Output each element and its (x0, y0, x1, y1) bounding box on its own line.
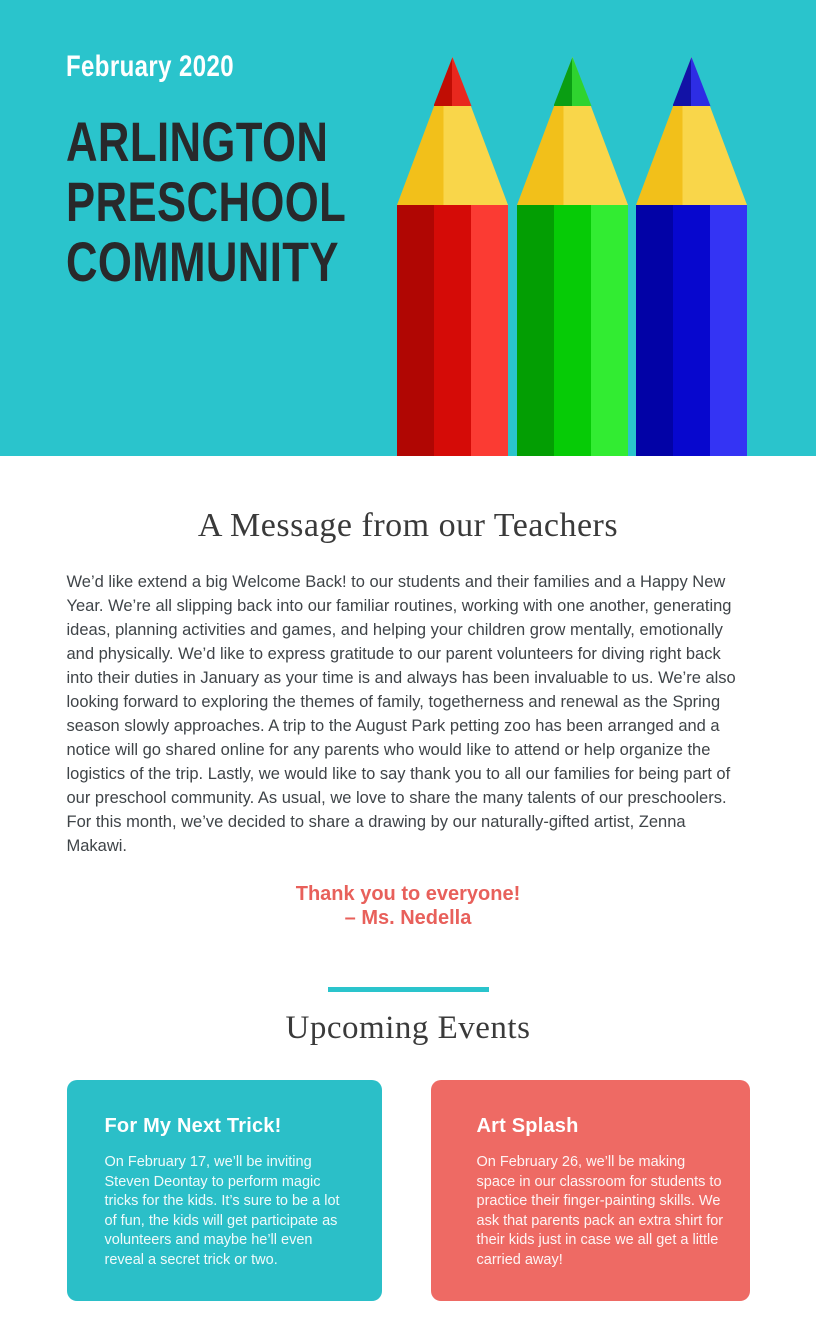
green-pencil-body (517, 205, 628, 456)
signoff (67, 882, 750, 930)
section-divider (328, 987, 489, 992)
event-card-art-splash (431, 1080, 750, 1301)
blue-pencil-body (636, 205, 747, 456)
red-pencil-body (397, 205, 508, 456)
red-pencil-icon (397, 57, 508, 456)
header-section (0, 0, 816, 456)
events-heading: Upcoming Events (285, 1010, 531, 1046)
message-paragraph: We’d like extend a big Welcome Back! to our students and their families and a Happy New Year. We’re all slipping back into our familiar routines, working with one another, generating ideas, planning activities and games, and helping your children grow mentally, emotionally and physically. We’d like to express gratitude to our parent volunteers for diving right back into their duties in January as your time is and always has been invaluable to us. We’re also looking forward to exploring the themes of family, togetherness and renewal as the Spring season slowly approaches. A trip to the August Park petting zoo has been arranged and a notice will go shared online for any parents who would like to attend or help organize the logistics of the trip. Lastly, we would like to say thank you to all our families for being part of our preschool community. As usual, we love to share the many talents of our preschoolers. For this month, we’ve decided to share a drawing by our naturally-gifted artist, Zenna Makawi. (66, 573, 736, 855)
event-card-body: On February 26, we’ll be making space in our classroom for students to practice their finger-painting skills. We ask that parents pack an extra shirt for their kids just in case we all get a little carried away! (476, 1154, 724, 1268)
newsletter-body (67, 506, 750, 1301)
event-card-for-my-next-trick (67, 1080, 382, 1301)
event-cards-row (67, 1080, 750, 1301)
event-card-title: For My Next Trick! (104, 1115, 282, 1137)
event-card-body: On February 17, we’ll be inviting Steven Deontay to perform magic tricks for the kids. It’s sure to be a lot of fun, the kids will get participate as volunteers and maybe he’ll even reveal a secret trick or two. (104, 1154, 340, 1268)
green-pencil-tip (554, 57, 592, 106)
newsletter-title (66, 112, 346, 292)
signoff-line-1: Thank you to everyone! (295, 883, 521, 905)
pencils-illustration (397, 57, 747, 456)
issue-date: February 2020 (66, 50, 234, 83)
title-line-3: COMMUNITY (66, 230, 339, 293)
message-heading: A Message from our Teachers (197, 507, 619, 544)
blue-pencil-icon (636, 57, 747, 456)
blue-pencil-tip (673, 57, 711, 106)
green-pencil-icon (517, 57, 628, 456)
title-line-1: ARLINGTON (66, 110, 329, 173)
red-pencil-tip (434, 57, 472, 106)
event-card-title: Art Splash (476, 1115, 579, 1137)
signoff-line-2: – Ms. Nedella (344, 907, 472, 929)
title-line-2: PRESCHOOL (66, 170, 347, 233)
